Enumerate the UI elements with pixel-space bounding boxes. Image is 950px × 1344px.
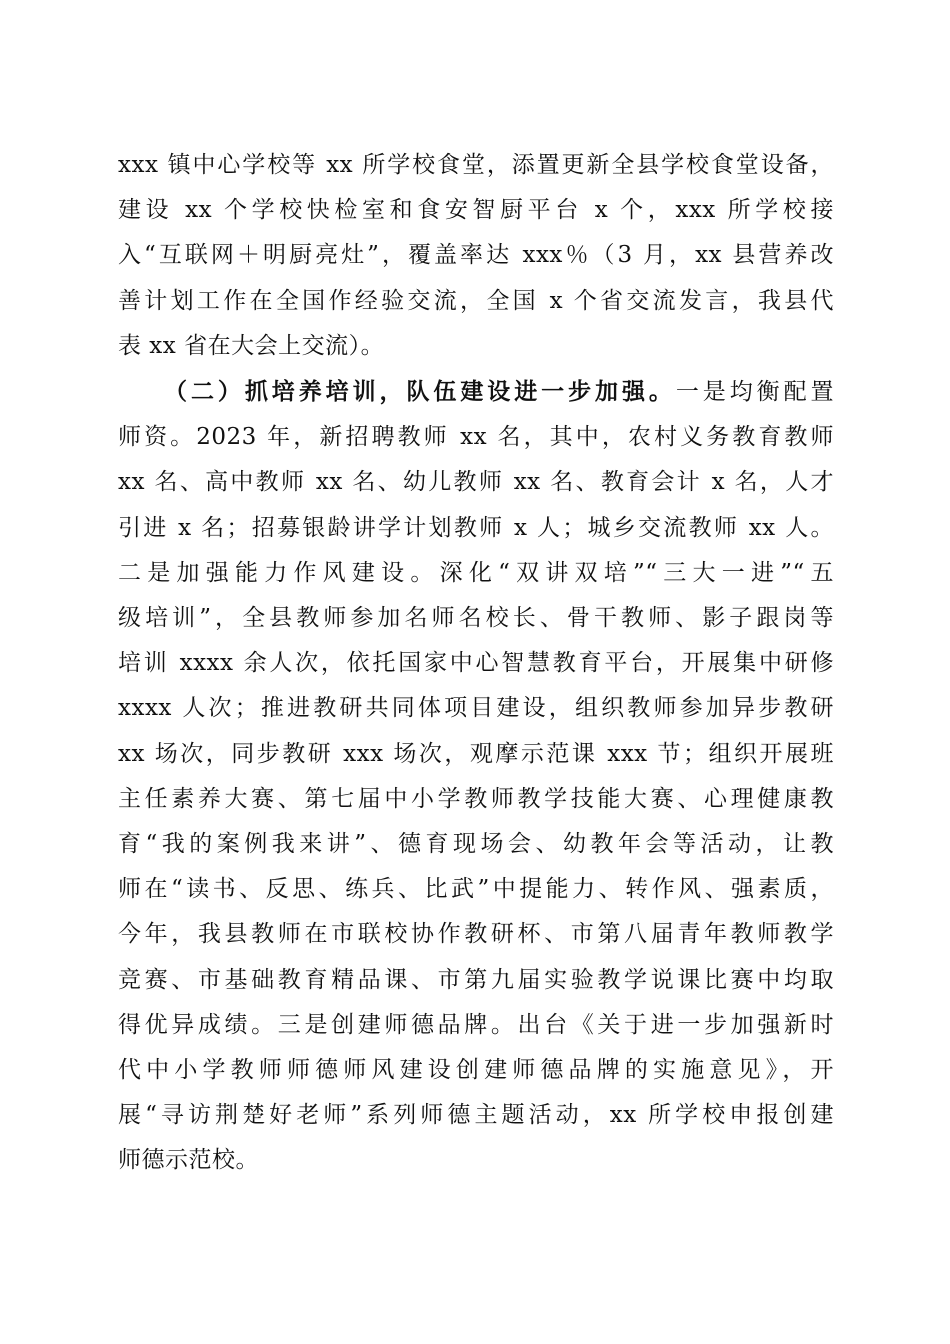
section-heading: （二）抓培养培训，队伍建设进一步加强。 (164, 378, 676, 406)
text-line: 得优异成绩。三是创建师德品牌。出台《关于进一步加强新时 (118, 1011, 834, 1038)
text-line: 师资。2023 年，新招聘教师 xx 名，其中，农村义务教育教师 (118, 424, 834, 451)
text-line: xxxx 人次；推进教研共同体项目建设，组织教师参加异步教研 (118, 695, 834, 722)
text-line: 今年，我县教师在市联校协作教研杯、市第八届青年教师教学 (118, 921, 834, 948)
text-line: xx 场次，同步教研 xxx 场次，观摩示范课 xxx 节；组织开展班 (118, 740, 834, 767)
paragraph-school-canteens (118, 143, 834, 369)
text-line: 师在“读书、反思、练兵、比武”中提能力、转作风、强素质， (118, 876, 834, 903)
document-body (118, 143, 834, 1184)
section-heading-line (118, 369, 834, 415)
text-line: 入“互联网＋明厨亮灶”，覆盖率达 xxx％（3 月，xx 县营养改 (118, 242, 834, 269)
text-line: 善计划工作在全国作经验交流，全国 x 个省交流发言，我县代 (118, 287, 834, 314)
text-line: 竞赛、市基础教育精品课、市第九届实验教学说课比赛中均取 (118, 966, 834, 993)
text-line: 培训 xxxx 余人次，依托国家中心智慧教育平台，开展集中研修 (118, 650, 834, 677)
text-line: 育“我的案例我来讲”、德育现场会、幼教年会等活动，让教 (118, 831, 834, 858)
text-line: 表 xx 省在大会上交流）。 (118, 332, 385, 359)
text-line: 师德示范校。 (118, 1147, 259, 1174)
text-line: 展“寻访荆楚好老师”系列师德主题活动，xx 所学校申报创建 (118, 1102, 834, 1129)
text-line: 建设 xx 个学校快检室和食安智厨平台 x 个，xxx 所学校接 (118, 197, 834, 224)
paragraph-teacher-training (118, 369, 834, 1184)
text-line: 引进 x 名；招募银龄讲学计划教师 x 人；城乡交流教师 xx 人。 (118, 514, 834, 541)
text-line: xx 名、高中教师 xx 名、幼儿教师 xx 名、教育会计 x 名，人才 (118, 469, 834, 496)
text-line: xxx 镇中心学校等 xx 所学校食堂，添置更新全县学校食堂设备， (118, 152, 834, 178)
text-line: 二是加强能力作风建设。深化“双讲双培”“三大一进”“五 (118, 559, 834, 586)
text-line: 级培训”，全县教师参加名师名校长、骨干教师、影子跟岗等 (118, 605, 834, 632)
text-line: 主任素养大赛、第七届中小学教师教学技能大赛、心理健康教 (118, 785, 834, 812)
text-fragment: 一是均衡配置 (675, 379, 834, 406)
text-line: 代中小学教师师德师风建设创建师德品牌的实施意见》，开 (118, 1057, 834, 1084)
